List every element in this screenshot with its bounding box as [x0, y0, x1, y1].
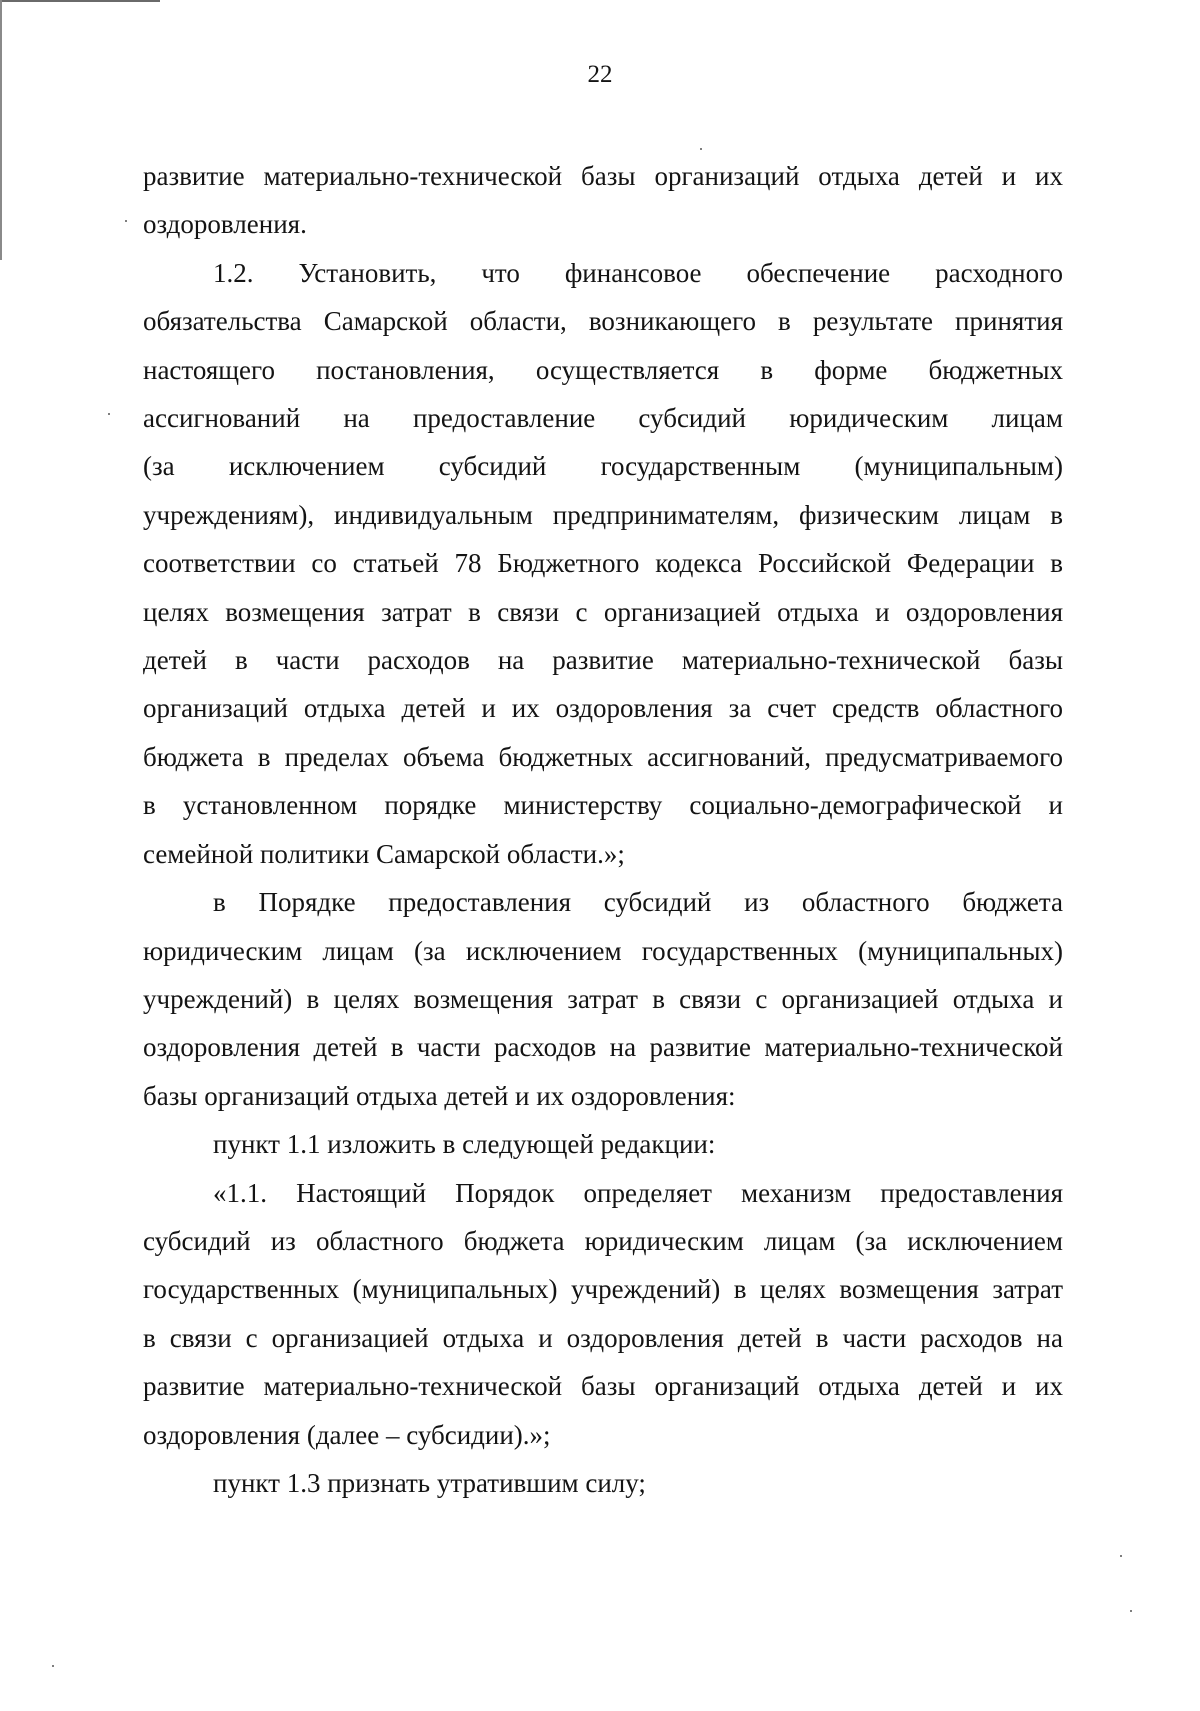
paragraph-item-1-3-instruction — [143, 1459, 1063, 1507]
text-line: государственных (муниципальных) учреждений) в целях возмещения затрат — [143, 1274, 1063, 1305]
text-line: «1.1. Настоящий Порядок определяет механизм предоставления — [213, 1177, 1063, 1208]
text-line: учреждениям), индивидуальным предпринимателям, физическим лицам в — [143, 499, 1063, 530]
text-line: соответствии со статьей 78 Бюджетного кодекса Российской Федерации в — [143, 548, 1063, 579]
text-line: учреждений) в целях возмещения затрат в связи с организацией отдыха и — [143, 983, 1063, 1014]
text-line: юридическим лицам (за исключением государственных (муниципальных) — [143, 935, 1063, 966]
document-body — [143, 152, 1063, 1507]
text-line: оздоровления. — [143, 209, 307, 240]
text-line: ассигнований на предоставление субсидий юридическим лицам — [143, 403, 1063, 434]
scan-speck — [52, 1665, 54, 1667]
paragraph-continuation — [143, 152, 1063, 249]
text-line: оздоровления детей в части расходов на развитие материально-технической — [143, 1032, 1063, 1063]
scan-speck — [700, 148, 702, 150]
text-line: развитие материально-технической базы организаций отдыха детей и их — [143, 1371, 1063, 1402]
scan-speck — [125, 220, 127, 222]
text-line: обязательства Самарской области, возникающего в результате принятия — [143, 306, 1063, 337]
paragraph-order-amendment — [143, 878, 1063, 1120]
text-line: настоящего постановления, осуществляется в форме бюджетных — [143, 354, 1063, 385]
text-line: пункт 1.1 изложить в следующей редакции: — [213, 1129, 716, 1160]
text-line: 1.2. Установить, что финансовое обеспечение расходного — [213, 257, 1063, 288]
text-line: в Порядке предоставления субсидий из областного бюджета — [213, 887, 1063, 918]
text-line: (за исключением субсидий государственным (муниципальным) — [143, 451, 1063, 482]
paragraph-item-1-1-text — [143, 1169, 1063, 1459]
scan-speck — [1130, 1610, 1132, 1612]
text-line: развитие материально-технической базы организаций отдыха детей и их — [143, 161, 1063, 191]
scan-speck — [108, 413, 110, 415]
text-line: семейной политики Самарской области.»; — [143, 838, 625, 869]
text-line: базы организаций отдыха детей и их оздоровления: — [143, 1080, 736, 1111]
text-line: оздоровления (далее – субсидии).»; — [143, 1419, 551, 1450]
scan-speck — [1120, 1555, 1122, 1557]
scan-edge-top — [0, 0, 160, 2]
scan-edge-left — [0, 0, 2, 260]
text-line: целях возмещения затрат в связи с организацией отдыха и оздоровления — [143, 596, 1063, 627]
paragraph-clause-1-2 — [143, 249, 1063, 878]
text-line: субсидий из областного бюджета юридическим лицам (за исключением — [143, 1225, 1063, 1256]
text-line: в связи с организацией отдыха и оздоровления детей в части расходов на — [143, 1322, 1063, 1353]
text-line: детей в части расходов на развитие материально-технической базы — [143, 645, 1063, 676]
page-number: 22 — [587, 61, 613, 88]
paragraph-item-1-1-instruction — [143, 1120, 1063, 1168]
text-line: бюджета в пределах объема бюджетных ассигнований, предусматриваемого — [143, 741, 1063, 772]
text-line: пункт 1.3 признать утратившим силу; — [213, 1467, 646, 1498]
text-line: организаций отдыха детей и их оздоровления за счет средств областного — [143, 693, 1063, 724]
text-line: в установленном порядке министерству социально-демографической и — [143, 790, 1063, 821]
